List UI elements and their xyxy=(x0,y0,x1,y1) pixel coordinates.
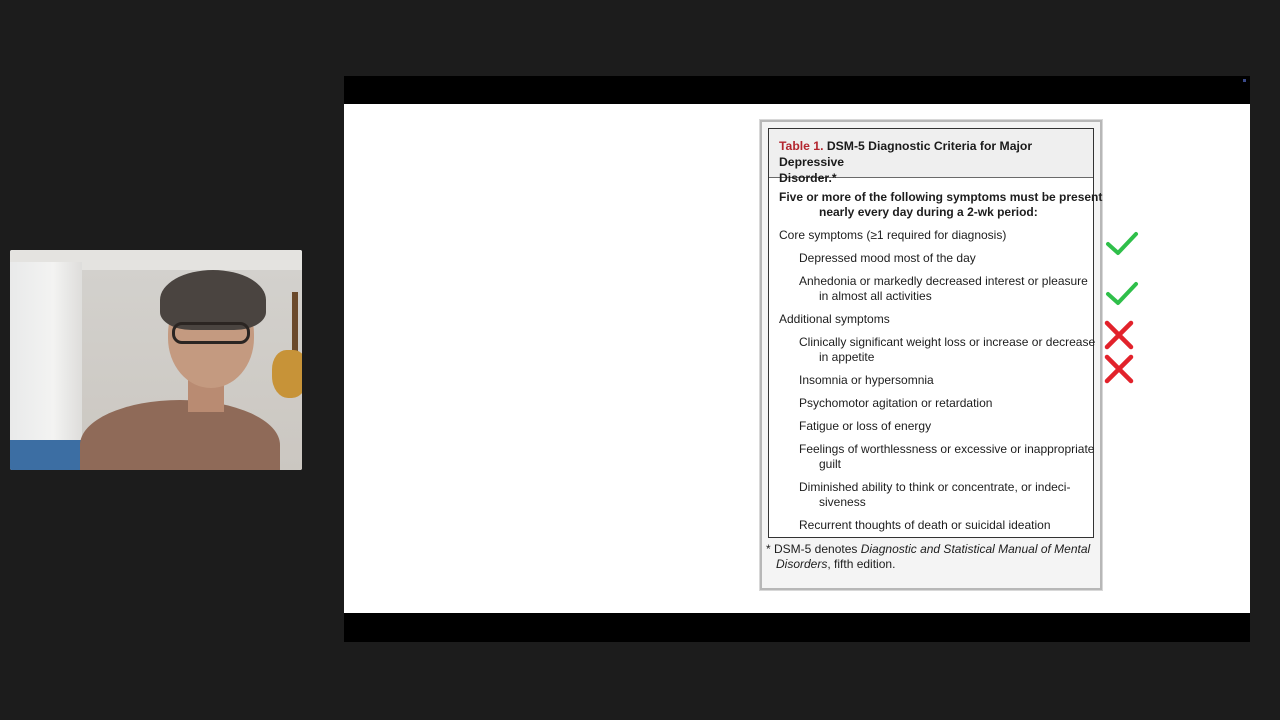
table-intro-line-2: nearly every day during a 2-wk period: xyxy=(819,205,1038,219)
additional-item-1-cont: in appetite xyxy=(819,350,875,364)
core-item-2: Anhedonia or markedly decreased interest or pleasure xyxy=(799,274,1088,288)
dsm5-table-figure xyxy=(760,120,1102,590)
check-icon xyxy=(1105,229,1139,259)
core-item-1: Depressed mood most of the day xyxy=(799,251,976,265)
cross-icon xyxy=(1102,354,1136,384)
dsm5-table xyxy=(768,128,1103,538)
additional-item-6: Diminished ability to think or concentrate, or indeci- xyxy=(799,480,1071,494)
additional-item-5-cont: guilt xyxy=(819,457,842,471)
table-title-text-2: Disorder.* xyxy=(779,171,837,185)
footnote-suffix: , fifth edition. xyxy=(827,557,896,571)
table-footnote xyxy=(766,542,1096,572)
additional-item-3: Psychomotor agitation or retardation xyxy=(799,396,993,410)
additional-item-2: Insomnia or hypersomnia xyxy=(799,373,934,387)
cross-icon xyxy=(1102,320,1136,350)
slide-top-letterbox xyxy=(344,76,1250,104)
table-title-label: Table 1. xyxy=(779,139,824,153)
webcam-person-hair xyxy=(160,270,266,330)
additional-item-4: Fatigue or loss of energy xyxy=(799,419,932,433)
additional-item-7: Recurrent thoughts of death or suicidal ideation xyxy=(799,518,1051,532)
additional-symptoms-heading: Additional symptoms xyxy=(779,312,890,326)
table-title-band xyxy=(769,129,1093,185)
table-title-text: DSM-5 Diagnostic Criteria for Major Depressive xyxy=(779,139,1033,169)
webcam-guitar-body xyxy=(272,350,302,398)
core-item-2-cont: in almost all activities xyxy=(819,289,932,303)
footnote-italic-2: Disorders xyxy=(776,557,828,571)
additional-item-1: Clinically significant weight loss or increase or decrease xyxy=(799,335,1096,349)
additional-item-5: Feelings of worthlessness or excessive or inappropriate xyxy=(799,442,1095,456)
footnote-italic-1: Diagnostic and Statistical Manual of Mental xyxy=(860,542,1091,556)
webcam-person-glasses xyxy=(172,322,250,344)
footnote-prefix: * DSM-5 denotes xyxy=(766,542,861,556)
slide-bottom-letterbox xyxy=(344,613,1250,642)
slide-corner-indicator xyxy=(1243,79,1246,82)
webcam-window-curtain xyxy=(10,262,82,447)
core-symptoms-heading: Core symptoms (≥1 required for diagnosis) xyxy=(779,228,1007,242)
additional-item-6-cont: siveness xyxy=(819,495,866,509)
table-intro-line-1: Five or more of the following symptoms must be present xyxy=(779,190,1103,204)
check-icon xyxy=(1105,279,1139,309)
table-title xyxy=(779,138,1089,186)
webcam-tile[interactable] xyxy=(10,250,302,470)
